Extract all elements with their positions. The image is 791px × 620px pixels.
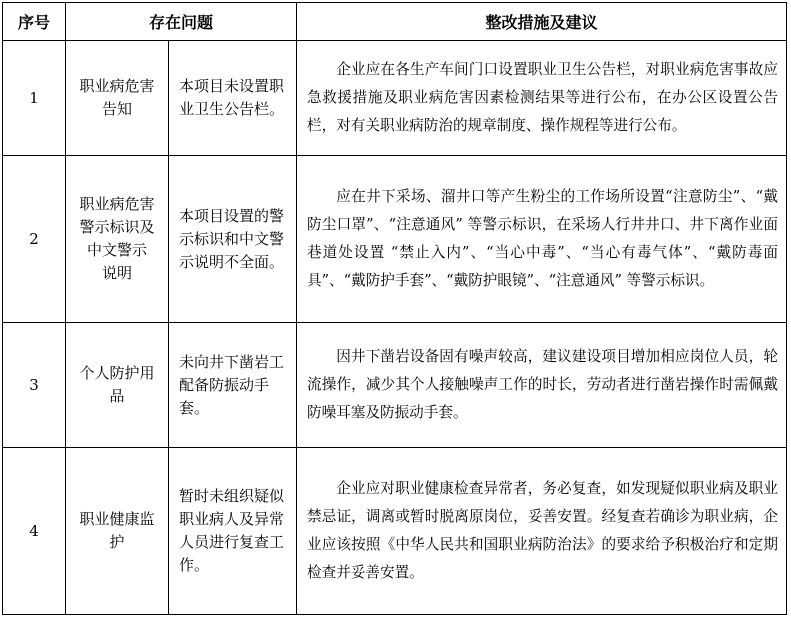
table-row: [3, 41, 787, 156]
row-measure-text: 企业应在各生产车间门口设置职业卫生公告栏，对职业病危害事故应急救援措施及职业病危害因素检测结果等进行公布，在办公区设置公告栏，对有关职业病防治的规章制度、操作规程等进行公布。: [307, 61, 778, 134]
header-existing-problems: 存在问题: [66, 3, 297, 41]
row-measure-text: 企业应对职业健康检查异常者，务必复查，如发现疑似职业病及职业禁忌证，调离或暂时脱离原岗位，妥善安置。经复查若确诊为职业病，企业应该按照《中华人民共和国职业病防治法》的要求给予积极治疗和定期检查并妥善安置。: [307, 480, 778, 581]
header-serial-number: 序号: [3, 3, 66, 41]
row-category: 个人防护用品: [66, 323, 169, 448]
row-measure-cell: [297, 448, 787, 615]
row-category: 职业病危害告知: [66, 41, 169, 156]
rectification-table: [2, 2, 787, 615]
row-category: 职业病危害警示标识及中文警示 说明: [66, 156, 169, 323]
row-serial-number: 3: [3, 323, 66, 448]
table-header-row: [3, 3, 787, 41]
row-issue: 本项目未设置职业卫生公告栏。: [169, 41, 297, 156]
row-issue: 本项目设置的警示标识和中文警示说明不全面。: [169, 156, 297, 323]
row-serial-number: 2: [3, 156, 66, 323]
table-row: [3, 448, 787, 615]
header-measures-suggestions: 整改措施及建议: [297, 3, 787, 41]
row-serial-number: 4: [3, 448, 66, 615]
row-measure-cell: [297, 323, 787, 448]
row-measure-text: 因井下凿岩设备固有噪声较高，建议建设项目增加相应岗位人员，轮流操作，减少其个人接触噪声工作的时长，劳动者进行凿岩操作时需佩戴防噪耳塞及防振动手套。: [307, 348, 778, 421]
row-measure-cell: [297, 156, 787, 323]
row-measure-text: 应在井下采场、溜井口等产生粉尘的工作场所设置“注意防尘”、“戴防尘口罩”、“注意通风” 等警示标识，在采场人行井井口、井下离作业面巷道处设置 “禁止入内”、“当心中毒”、“当心有毒气体”、“戴防毒面具”、“戴防护手套”、“戴防护眼镜”、“注意通风” 等警示标识。: [307, 188, 778, 289]
row-measure-cell: [297, 41, 787, 156]
row-issue: 暂时未组织疑似职业病人及异常人员进行复查工作。: [169, 448, 297, 615]
table-row: [3, 323, 787, 448]
row-category: 职业健康监护: [66, 448, 169, 615]
table-row: [3, 156, 787, 323]
row-issue: 未向井下凿岩工配备防振动手套。: [169, 323, 297, 448]
row-serial-number: 1: [3, 41, 66, 156]
